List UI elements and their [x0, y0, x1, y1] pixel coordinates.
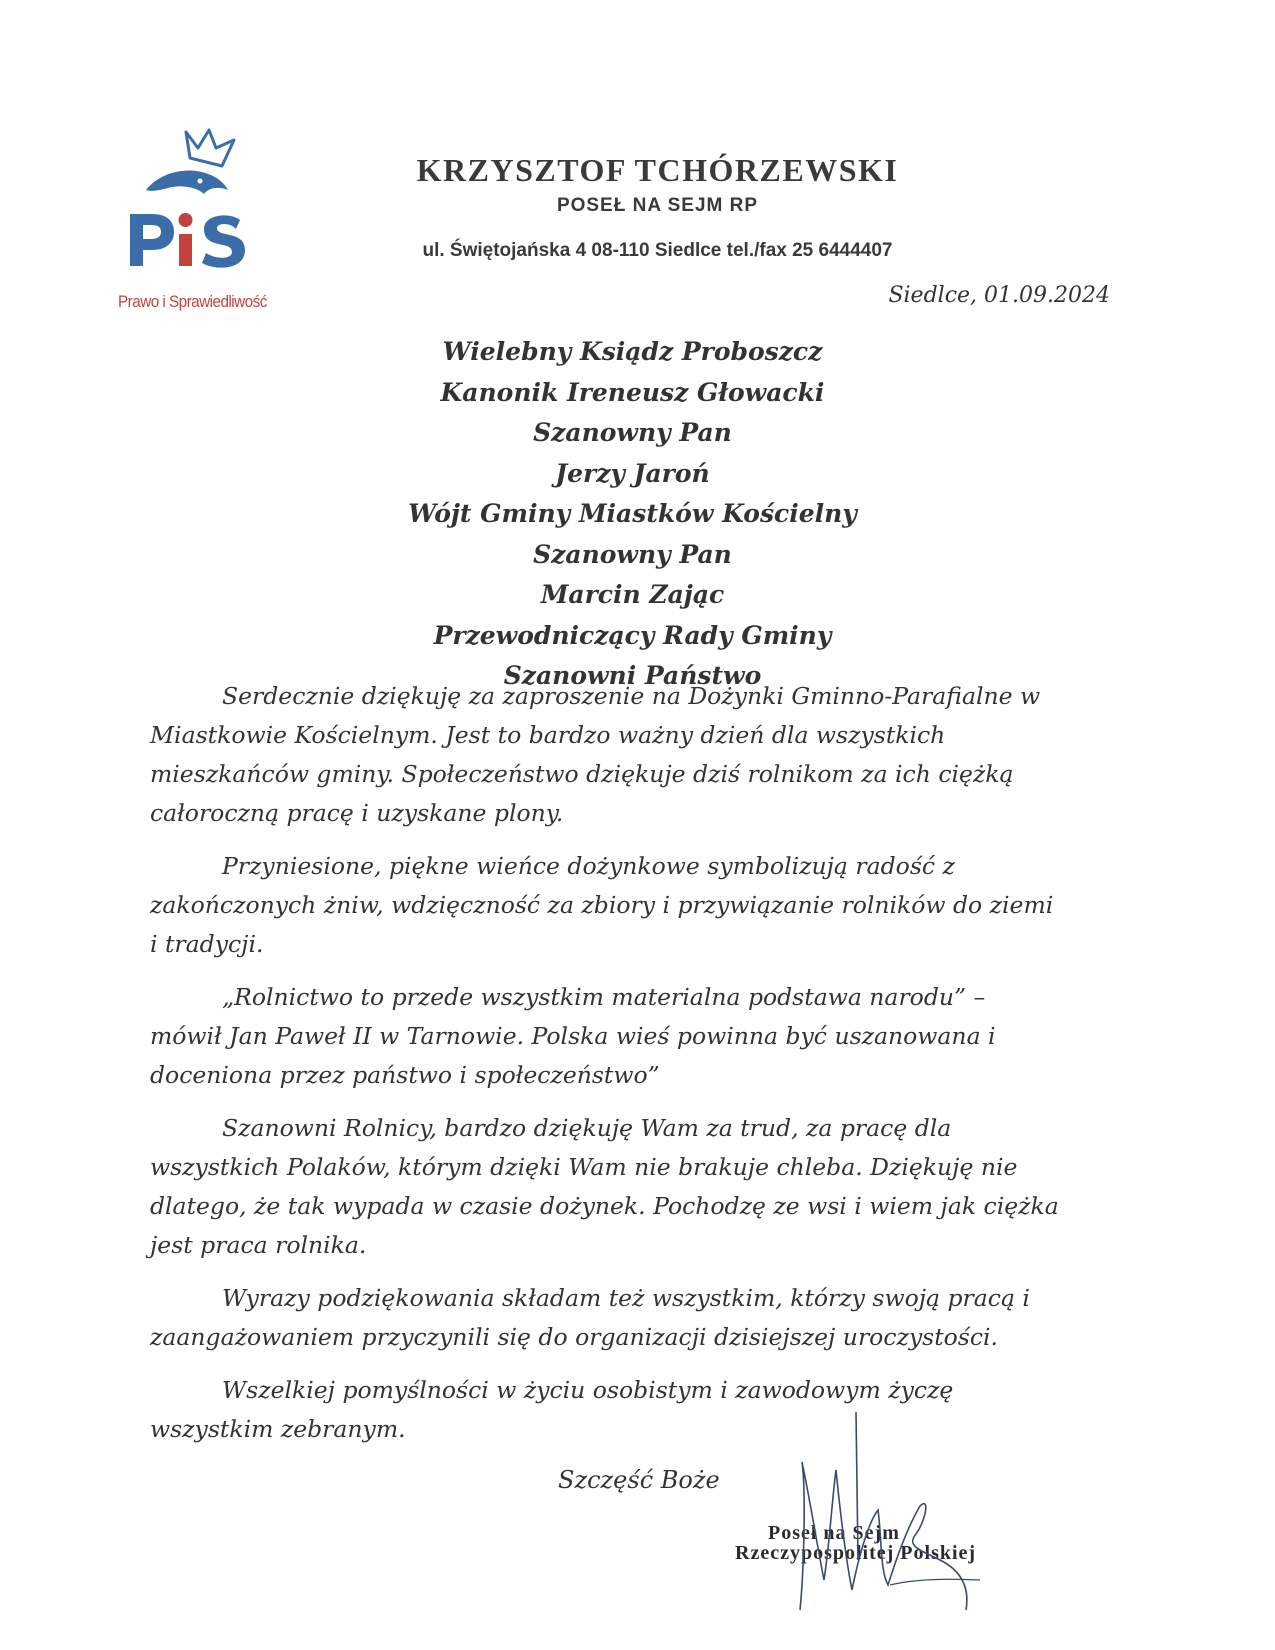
recipient-line: Marcin Zając	[540, 580, 725, 609]
body-paragraph: Wyrazy podziękowania składam też wszystkim, którzy swoją pracą i zaangażowaniem przyczynili się do organizacji dzisiejszej uroczystości.	[150, 1284, 1030, 1351]
sender-address: ul. Świętojańska 4 08-110 Siedlce tel./fax 25 6444407	[422, 240, 893, 261]
closing-greeting: Szczęść Boże	[558, 1466, 720, 1494]
letter-date: Siedlce, 01.09.2024	[888, 283, 1110, 308]
recipient-list	[0, 332, 1275, 697]
recipient-line: Szanowny Pan	[533, 539, 732, 569]
body-paragraph: Serdecznie dziękuję za zaproszenie na Dożynki Gminno-Parafialne w Miastkowie Kościelnym. Jest to bardzo ważny dzień dla wszystkich mieszkańców gminy. Społeczeństwo dziękuje dziś rolnikom za ich ciężką całoroczną pracę i uzyskane plony.	[150, 682, 1041, 827]
body-paragraph: Wszelkiej pomyślności w życiu osobistym i zawodowym życzę wszystkim zebranym.	[150, 1376, 954, 1443]
recipient-line: Kanonik Ireneusz Głowacki	[440, 377, 825, 407]
recipient-line: Wielebny Ksiądz Proboszcz	[442, 337, 823, 366]
stamp-line-2: Rzeczypospolitej Polskiej	[735, 1542, 977, 1564]
logo-tagline: Prawo i Sprawiedliwość	[118, 292, 267, 311]
stamp-line-1: Poseł na Sejm	[768, 1522, 900, 1544]
recipient-line: Szanowny Pan	[533, 418, 732, 447]
recipient-line: Wójt Gminy Miastków Kościelny	[408, 499, 857, 528]
body-paragraph: „Rolnictwo to przede wszystkim materialna podstawa narodu” – mówił Jan Paweł II w Tarnowie. Polska wieś powinna być uszanowana i doceniona przez państwo i społeczeństwo”	[150, 983, 996, 1089]
letter-body	[150, 677, 1060, 1463]
handwritten-signature	[770, 1410, 1050, 1650]
recipient-line: Szanowni Państwo	[503, 661, 762, 690]
sender-title: POSEŁ NA SEJM RP	[556, 195, 759, 216]
recipient-line: Jerzy Jaroń	[555, 458, 710, 488]
recipient-line: Przewodniczący Rady Gminy	[433, 620, 832, 650]
body-paragraph: Szanowni Rolnicy, bardzo dziękuję Wam za trud, za pracę dla wszystkich Polaków, którym dzięki Wam nie brakuje chleba. Dziękuję nie dlatego, że tak wypada w czasie dożynek. Pochodzę ze wsi i wiem jak ciężka jest praca rolnika.	[150, 1114, 1059, 1259]
sender-name: KRZYSZTOF TCHÓRZEWSKI	[416, 152, 899, 188]
body-paragraph: Przyniesione, piękne wieńce dożynkowe symbolizują radość z zakończonych żniw, wdzięczność za zbiory i przywiązanie rolników do ziemi i tradycji.	[150, 852, 1054, 958]
